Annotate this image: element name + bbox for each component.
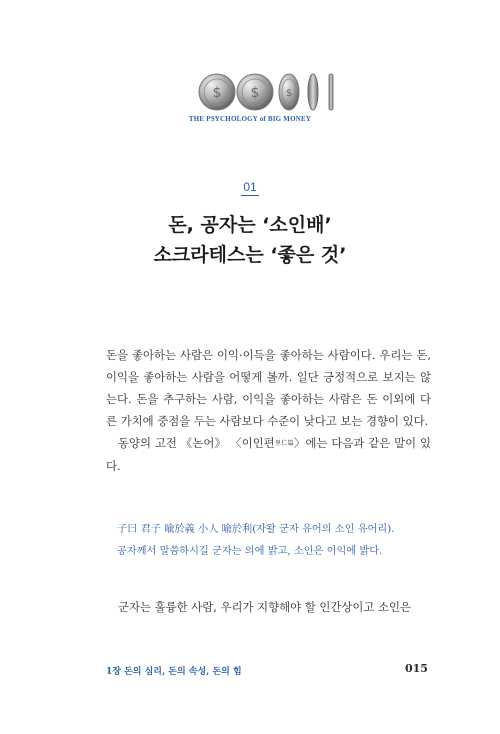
chapter-title-line-2: 소크라테스는 ‘좋은 것’	[153, 244, 347, 266]
book-brand-label: THE PSYCHOLOGY of BIG MONEY	[188, 115, 312, 123]
running-footer-section: 1장 돈의 심리, 돈의 속성, 돈의 힘	[106, 667, 242, 677]
coin-thin-edge-icon	[329, 74, 333, 110]
quote-line-2: 공자께서 말씀하시길 군자는 의에 밝고, 소인은 이익에 밝다.	[117, 546, 383, 557]
paragraph-2-hanja: 里仁篇	[274, 440, 294, 447]
paragraph-2	[106, 432, 431, 477]
chapter-title-line-1: 돈, 공자는 ‘소인배’	[168, 214, 332, 236]
paragraph-3-text: 군자는 훌륭한 사람, 우리가 지향해야 할 인간상이고 소인은	[118, 600, 412, 614]
paragraph-1: 돈을 좋아하는 사람은 이익·이득을 좋아하는 사람이다. 우리는 돈, 이익을 좋아하는 사람을 어떻게 볼까. 일단 긍정적으로 보지는 않는다. 돈을 추구하는 사람, 이익을 좋아하는 사람은 돈 이외에 다른 가치에 중점을 두는 사람보다 수준이 낮다고 보는 경향이 있다.	[106, 348, 431, 428]
chapter-number-text: 01	[243, 180, 257, 194]
coin-face-icon	[199, 74, 235, 110]
svg-text:$: $	[250, 85, 260, 101]
chapter-number	[0, 180, 500, 194]
coin-angled-icon	[279, 74, 299, 110]
paragraph-3	[106, 596, 431, 618]
paragraph-2-text-a: 동양의 고전 《논어》 〈이인편	[118, 436, 275, 450]
coin-face-icon	[237, 74, 273, 110]
quote-block	[117, 519, 437, 563]
quote-line-1: 子曰 君子 喩於義 小人 喩於利(자왈 군자 유어의 소인 유어리).	[117, 524, 395, 535]
chapter-title	[0, 210, 500, 270]
page-number: 015	[405, 662, 428, 675]
body-text	[106, 344, 431, 477]
svg-text:$: $	[212, 85, 222, 101]
coin-edge-icon	[308, 74, 318, 110]
paragraph-2-text-b: 〉에는 다음과 같은 말이 있다.	[106, 436, 431, 473]
svg-text:$: $	[285, 88, 293, 99]
coins-illustration	[197, 70, 337, 114]
